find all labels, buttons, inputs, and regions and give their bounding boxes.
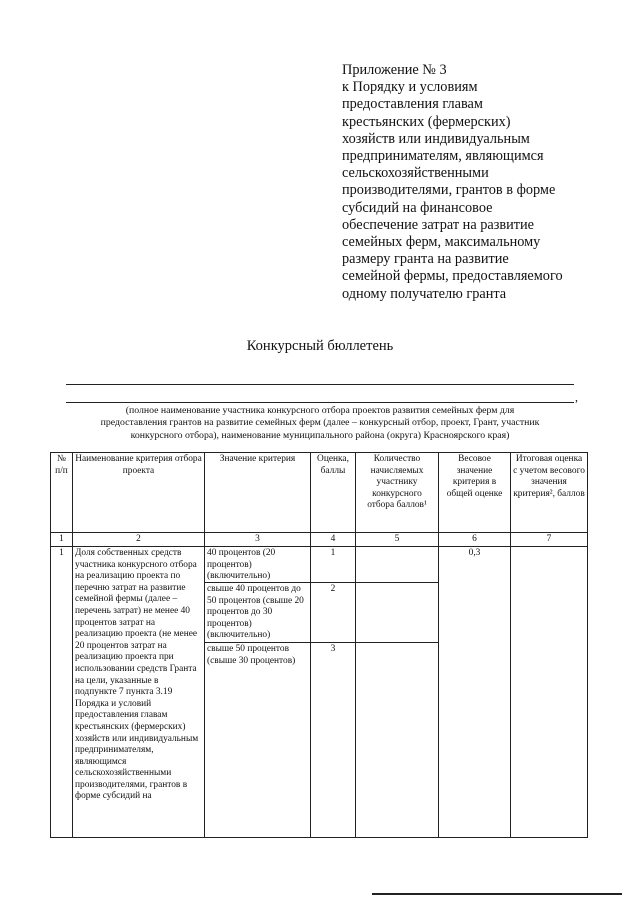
column-number: 7 xyxy=(511,533,588,547)
column-number: 2 xyxy=(73,533,205,547)
criterion-values xyxy=(205,547,311,838)
table-header-row xyxy=(51,453,588,533)
fill-in-line xyxy=(66,402,574,403)
header-cell: Значение критерия xyxy=(205,453,311,533)
table-row xyxy=(51,547,588,838)
criterion-value: свыше 40 процентов до 50 процентов (свыше 20 процентов до 30 процентов) (включительно) xyxy=(205,583,310,643)
header-cell: Весовое значение критерия в общей оценке xyxy=(439,453,511,533)
column-number-row xyxy=(51,533,588,547)
page-bottom-rule xyxy=(372,893,622,895)
appendix-line: семейных ферм, максимальному xyxy=(342,234,541,251)
weight-value: 0,3 xyxy=(439,547,511,838)
appendix-line: предоставления главам xyxy=(342,96,483,113)
header-cell: Количество начисляемых участнику конкурсного отбора баллов¹ xyxy=(356,453,439,533)
caption-line: (полное наименование участника конкурсного отбора проектов развития семейных ферм для xyxy=(125,405,515,416)
score: 2 xyxy=(311,583,355,643)
appendix-line: размеру гранта на развитие xyxy=(342,251,509,268)
header-cell: Оценка, баллы xyxy=(311,453,356,533)
appendix-block xyxy=(342,62,592,303)
appendix-line: Приложение № 3 xyxy=(342,62,447,78)
column-number: 1 xyxy=(51,533,73,547)
header-cell: № п/п xyxy=(51,453,73,533)
trailing-comma: , xyxy=(575,390,578,404)
criterion-value: 40 процентов (20 процентов) (включительно) xyxy=(205,547,310,583)
criteria-table xyxy=(50,452,588,838)
scores xyxy=(311,547,356,838)
score: 1 xyxy=(311,547,355,583)
appendix-line: семейной фермы, предоставляемого xyxy=(342,268,563,285)
score: 3 xyxy=(330,644,336,654)
appendix-line: к Порядку и условиям xyxy=(342,79,478,96)
column-number: 4 xyxy=(311,533,356,547)
appendix-line: хозяйств или индивидуальным xyxy=(342,130,530,147)
caption-line: предоставления грантов на развитие семейных ферм (далее – конкурсный отбор, проект, Грант, участник xyxy=(100,417,540,429)
criterion-name: Доля собственных средств участника конкурсного отбора на реализацию проекта по перечню затрат на развитие семейной фермы (далее – перечень затрат) не менее 40 процентов затрат на реализацию проекта (не менее 20 процентов затрат на реализацию проекта при использовании средств Гранта на цели, указанные в подпункте 7 пункта 3.19 Порядка и условий предоставления главам крестьянских (фермерских) хозяйств или индивидуальным предпринимателям, являющимся сельскохозяйственными производителями, грантов в форме субсидий на xyxy=(73,547,205,838)
header-cell: Итоговая оценка с учетом весового значения критерия², баллов xyxy=(511,453,588,533)
criterion-value: свыше 50 процентов (свыше 30 процентов) xyxy=(207,644,296,666)
caption-line: конкурсного отбора), наименование муниципального района (округа) Красноярского края) xyxy=(130,429,510,441)
final-score xyxy=(511,547,588,838)
awarded-points xyxy=(356,547,439,838)
appendix-line: одному получателю гранта xyxy=(342,285,507,302)
appendix-line: предпринимателям, являющимся xyxy=(342,148,544,165)
column-number: 6 xyxy=(439,533,511,547)
appendix-line: субсидий на финансовое xyxy=(342,199,493,216)
header-cell: Наименование критерия отбора проекта xyxy=(73,453,205,533)
document-title: Конкурсный бюллетень xyxy=(246,338,394,354)
appendix-line: производителями, грантов в форме xyxy=(342,182,556,199)
fill-in-line xyxy=(66,384,574,385)
appendix-line: обеспечение затрат на развитие xyxy=(342,216,535,233)
appendix-line: сельскохозяйственными xyxy=(342,165,489,182)
fill-in-caption xyxy=(66,405,574,442)
column-number: 5 xyxy=(356,533,439,547)
appendix-line: крестьянских (фермерских) xyxy=(342,113,511,130)
awarded-points-cell xyxy=(356,583,438,643)
awarded-points-cell xyxy=(356,547,438,583)
row-number: 1 xyxy=(51,547,73,838)
column-number: 3 xyxy=(205,533,311,547)
